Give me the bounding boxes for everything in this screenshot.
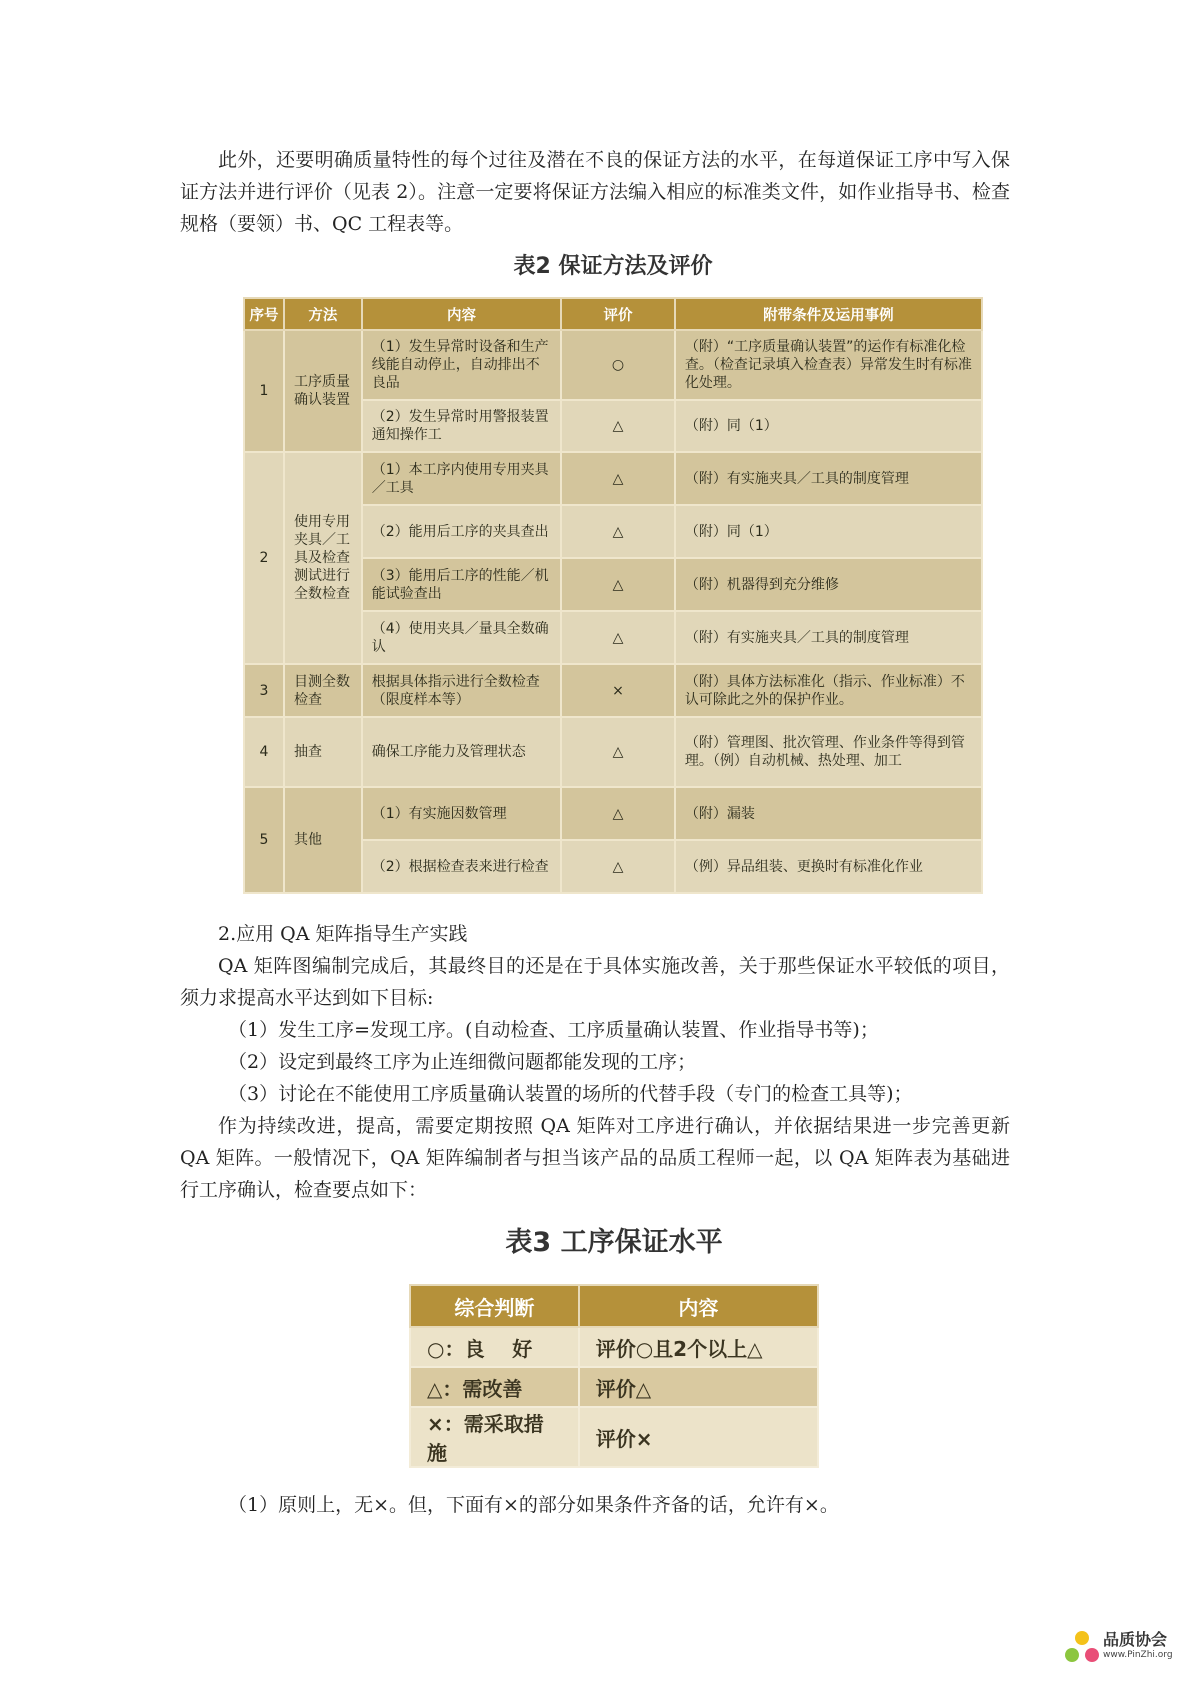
table3-header-row bbox=[410, 1285, 818, 1327]
table3-process-assurance-level bbox=[409, 1284, 819, 1468]
table-row bbox=[244, 452, 982, 505]
row-eval: × bbox=[561, 664, 675, 717]
row-eval: △ bbox=[561, 840, 675, 893]
row-note: （附）有实施夹具／工具的制度管理 bbox=[675, 452, 982, 505]
table-row bbox=[244, 717, 982, 787]
row-eval: △ bbox=[561, 787, 675, 840]
row-method: 抽查 bbox=[284, 717, 362, 787]
closing-paragraph bbox=[180, 1489, 1010, 1521]
section2-item-2: （2）设定到最终工序为止连细微问题都能发现的工序； bbox=[228, 1051, 697, 1073]
section2-paragraph-1: QA 矩阵图编制完成后，其最终目的还是在于具体实施改善，关于那些保证水平较低的项目，须力求提高水平达到如下目标: bbox=[180, 955, 1010, 1009]
table-row bbox=[244, 664, 982, 717]
table3-header-judge: 综合判断 bbox=[410, 1285, 579, 1327]
row-content: （1）发生异常时设备和生产线能自动停止，自动排出不良品 bbox=[362, 330, 561, 400]
row-method: 工序质量确认装置 bbox=[284, 330, 362, 452]
row-content: （3）能用后工序的性能／机能试验查出 bbox=[362, 558, 561, 611]
row-content: 根据具体指示进行全数检查（限度样本等） bbox=[362, 664, 561, 717]
table2-title: 表2 保证方法及评价 bbox=[513, 254, 713, 279]
closing-text: （1）原则上，无×。但，下面有×的部分如果条件齐备的话，允许有×。 bbox=[228, 1494, 839, 1516]
table2-header-note: 附带条件及运用事例 bbox=[675, 298, 982, 330]
row-eval: △ bbox=[561, 400, 675, 452]
row-eval: ○ bbox=[561, 330, 675, 400]
row-note: （附）管理图、批次管理、作业条件等得到管理。（例）自动机械、热处理、加工 bbox=[675, 717, 982, 787]
row-content: （2）发生异常时用警报装置通知操作工 bbox=[362, 400, 561, 452]
row-note: （附）漏装 bbox=[675, 787, 982, 840]
table-row bbox=[244, 330, 982, 400]
row-note: （附）“工序质量确认装置”的运作有标准化检查。（检查记录填入检查表）异常发生时有标准化处理。 bbox=[675, 330, 982, 400]
watermark-url: www.PinZhi.org bbox=[1103, 1650, 1173, 1660]
table2-header-eval: 评价 bbox=[561, 298, 675, 330]
table-row bbox=[410, 1407, 818, 1467]
table2-header-no: 序号 bbox=[244, 298, 284, 330]
row-note: （附）机器得到充分维修 bbox=[675, 558, 982, 611]
table2-header-content: 内容 bbox=[362, 298, 561, 330]
row-no: 2 bbox=[244, 452, 284, 664]
row-judge: ○：良 好 bbox=[410, 1327, 579, 1367]
row-judge: △：需改善 bbox=[410, 1367, 579, 1407]
table3-title: 表3 工序保证水平 bbox=[505, 1227, 723, 1258]
row-note: （附）同（1） bbox=[675, 505, 982, 558]
table2-guarantee-methods bbox=[243, 297, 983, 894]
row-no: 4 bbox=[244, 717, 284, 787]
table-row bbox=[410, 1327, 818, 1367]
table3-header-content: 内容 bbox=[579, 1285, 818, 1327]
intro-paragraph bbox=[180, 144, 1010, 240]
row-eval: △ bbox=[561, 505, 675, 558]
row-content: 评价△ bbox=[579, 1367, 818, 1407]
row-content: （1）有实施因数管理 bbox=[362, 787, 561, 840]
row-no: 5 bbox=[244, 787, 284, 893]
pinzhi-logo-icon bbox=[1063, 1629, 1101, 1667]
section2-text bbox=[180, 918, 1010, 1206]
row-no: 3 bbox=[244, 664, 284, 717]
table2-header-row bbox=[244, 298, 982, 330]
row-content: （2）能用后工序的夹具查出 bbox=[362, 505, 561, 558]
watermark-name: 品质协会 bbox=[1103, 1630, 1168, 1649]
table-row bbox=[244, 787, 982, 840]
row-note: （例）异品组装、更换时有标准化作业 bbox=[675, 840, 982, 893]
watermark-logo bbox=[1063, 1627, 1173, 1671]
table-row bbox=[410, 1367, 818, 1407]
row-eval: △ bbox=[561, 717, 675, 787]
row-content: （1）本工序内使用专用夹具／工具 bbox=[362, 452, 561, 505]
row-content: （2）根据检查表来进行检查 bbox=[362, 840, 561, 893]
row-method: 使用专用夹具／工具及检查测试进行全数检查 bbox=[284, 452, 362, 664]
row-content: 评价× bbox=[579, 1407, 818, 1467]
row-note: （附）同（1） bbox=[675, 400, 982, 452]
row-judge: ×：需采取措施 bbox=[410, 1407, 579, 1467]
row-method: 其他 bbox=[284, 787, 362, 893]
row-eval: △ bbox=[561, 452, 675, 505]
row-eval: △ bbox=[561, 611, 675, 664]
section2-paragraph-2: 作为持续改进，提高，需要定期按照 QA 矩阵对工序进行确认，并依据结果进一步完善更新 QA 矩阵。一般情况下，QA 矩阵编制者与担当该产品的品质工程师一起，以 QA 矩阵表为基础进行工序确认，检查要点如下： bbox=[180, 1115, 1010, 1201]
row-method: 目测全数检查 bbox=[284, 664, 362, 717]
row-eval: △ bbox=[561, 558, 675, 611]
row-content: 评价○且2个以上△ bbox=[579, 1327, 818, 1367]
row-note: （附）有实施夹具／工具的制度管理 bbox=[675, 611, 982, 664]
row-content: 确保工序能力及管理状态 bbox=[362, 717, 561, 787]
table2-header-method: 方法 bbox=[284, 298, 362, 330]
row-content: （4）使用夹具／量具全数确认 bbox=[362, 611, 561, 664]
section2-heading: 2.应用 QA 矩阵指导生产实践 bbox=[218, 923, 468, 945]
row-no: 1 bbox=[244, 330, 284, 452]
intro-text: 此外，还要明确质量特性的每个过往及潜在不良的保证方法的水平，在每道保证工序中写入保证方法并进行评价（见表 2）。注意一定要将保证方法编入相应的标准类文件，如作业指导书、检查规格（要领）书、QC 工程表等。 bbox=[180, 149, 1010, 235]
row-note: （附）具体方法标准化（指示、作业标准）不认可除此之外的保护作业。 bbox=[675, 664, 982, 717]
section2-item-3: （3）讨论在不能使用工序质量确认装置的场所的代替手段（专门的检查工具等)； bbox=[228, 1083, 913, 1105]
section2-item-1: （1）发生工序=发现工序。(自动检查、工序质量确认装置、作业指导书等)； bbox=[228, 1019, 879, 1041]
